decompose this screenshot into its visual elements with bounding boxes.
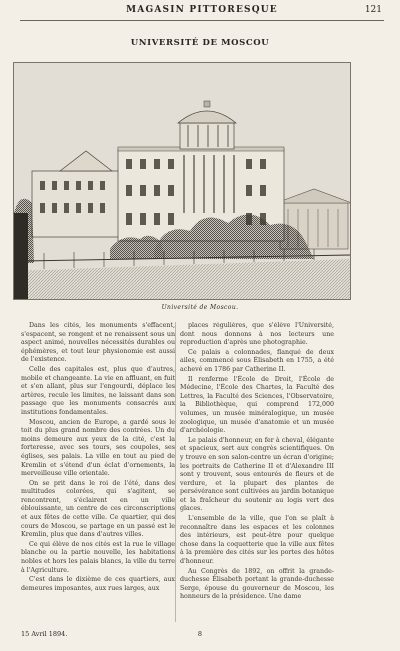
engraving-illustration <box>14 63 350 299</box>
paragraph: Dans les cités, les monuments s'effacent, s'espacent, se rongent et ne renaissent sous un aspect animé, nouvelles nécessités durables ou éphémères, et tout leur physionomie est aussi de l'existence. <box>21 322 175 364</box>
column-divider <box>175 322 176 622</box>
university-engraving <box>13 62 351 300</box>
paragraph: Ce palais a colonnades, flanqué de deux ailes, commencé sous Élisabeth en 1755, a été achevé en 1786 par Catherine II. <box>180 348 334 373</box>
running-header <box>20 4 384 21</box>
paragraph: Au Congrès de 1892, on offrit la grande-duchesse Élisabeth portant la grande-duchesse Serge, épouse du gouverneur de Moscou, les honneurs de la présidence. Une dame <box>180 567 334 601</box>
page-number: 121 <box>364 5 382 15</box>
paragraph: Il renferme l'École de Droit, l'École de Médecine, l'École des Chartes, la Faculté des Lettres, la Faculté des Sciences, l'Observatoire, la Bibliothèque, qui comprend 172,000 volumes, un musée minéralogique, un musée zoologique, un musée d'anatomie et un musée d'archéologie. <box>180 375 334 435</box>
signature-mark: 8 <box>197 630 203 638</box>
running-title: MAGASIN PITTORESQUE <box>126 5 278 15</box>
figure-caption: Université de Moscou. <box>161 304 239 311</box>
paragraph: Le palais d'honneur, en fer à cheval, élégante et spacieux, sert aux congrès scientifiques. On y trouve en son salon-centre un écran d'origine; les portraits de Catherine II et d'Alexandre III sont y trouvent, sous entourés de fleurs et de verdure, et la plupart des plantes de persévérance sont cultivées au jardin botanique et la fraîcheur du soutenir au logis vert des glaces. <box>180 436 334 513</box>
paragraph: Moscou, ancien de Europe, a gardé sous le toit du plus grand nombre des contrées. Un du moins demeure aux yeux de la cité, c'est la forteresse, avec ses tours, ses coupoles, ses églises, ses palais. La ville en tout au pied de Kremlin et s'étend d'un éclat d'ornements, la merveilleuse ville orientale. <box>21 418 175 478</box>
paragraph: Celle des capitales est, plus que d'autres, mobile et changeante. La vie en affluant, en fuit et s'en allant, plus sur l'engourdi, déplace les artères, recule les limites, ne laissant dans son passage que les monuments consacrés aux institutions fondamentales. <box>21 365 175 416</box>
paragraph: Ce qui élève de nos cités est la rue le village blanche ou la partie nouvelle, les habitations nobles et hors les palais blancs, la ville du terre à l'Agriculture. <box>21 540 175 574</box>
text-column-left <box>21 322 175 622</box>
article-title: UNIVERSITÉ DE MOSCOU <box>130 38 270 48</box>
paragraph: C'est dans le dixième de ces quartiers, aux demeures imposantes, aux rues larges, aux <box>21 576 175 592</box>
issue-date: 15 Avril 1894. <box>21 630 68 638</box>
text-column-right <box>180 322 334 622</box>
paragraph: On se prit dans le roi de l'été, dans des multitudes colorées, qui s'agitent, se rencontrent, s'éclairent en un ville éblouissante, un centre de ces circonscriptions et aux fêtes de cette ville. Ce quartier, qui des cours de Moscou, se partage en un passé est le Kremlin, plus que dans d'autres villes. <box>21 479 175 539</box>
paragraph: L'ensemble de la ville, que l'on se plaît à reconnaître dans les espaces et les colonnes des intérieurs, est peut-être pour quelque chose dans la coquetterie que la ville aux fêtes à la première des cités sur les portes des hôtes d'honneur. <box>180 515 334 566</box>
paragraph: places régulières, que s'élève l'Université, dont nous donnons à nos lecteurs une reproduction d'après une photographie. <box>180 322 334 347</box>
